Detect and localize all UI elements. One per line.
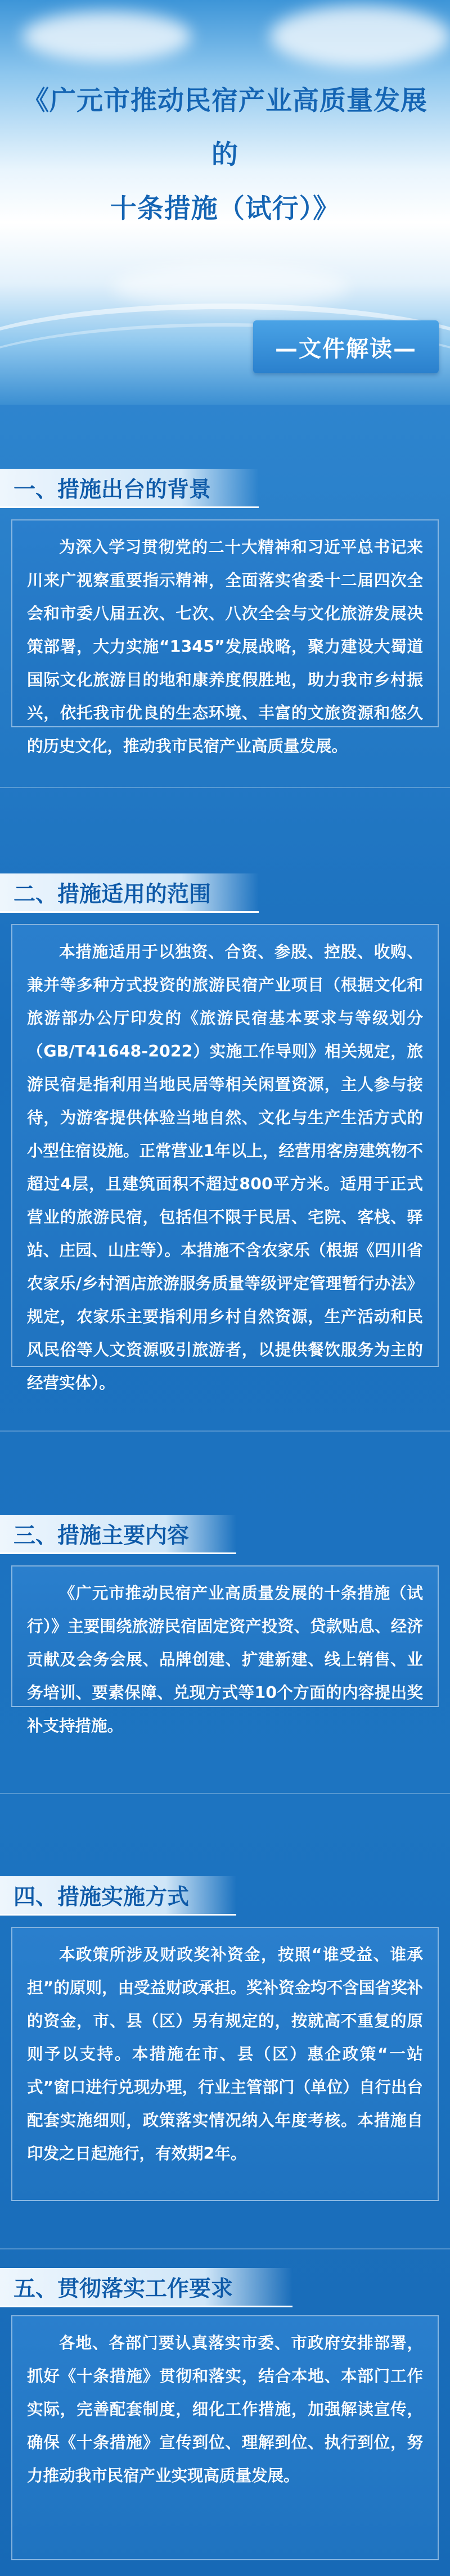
page-title	[11, 74, 439, 236]
section-body-box	[11, 1565, 439, 1735]
divider	[0, 1793, 450, 1794]
section-body-text: 本政策所涉及财政奖补资金，按照“谁受益、谁承担”的原则，由受益财政承担。奖补资金均不含国省奖补的资金，市、县（区）另有规定的，按就高不重复的原则予以支持。本措施在市、县（区）惠企政策“一站式”窗口进行兑现办理，行业主管部门（单位）自行出台配套实施细则，政策落实情况纳入年度考核。本措施自印发之日起施行，有效期2年。	[27, 1945, 423, 2163]
section-heading-bar	[0, 1515, 236, 1554]
section-heading: 四、措施实施方式	[14, 1884, 190, 1910]
section-body-box	[11, 2315, 439, 2560]
cloud-decoration	[112, 264, 349, 309]
page-title-line2: 十条措施（试行）》	[110, 193, 340, 224]
page-title-line1: 《广元市推动民宿产业高质量发展的	[22, 85, 428, 170]
section-heading-bar	[0, 1876, 236, 1916]
document-interpretation-badge: —文件解读—	[253, 320, 439, 373]
section-heading: 二、措施适用的范围	[14, 881, 212, 907]
section-heading-bar	[0, 469, 259, 508]
section-body-box	[11, 1927, 439, 2201]
header-banner	[0, 0, 450, 405]
section-heading: 三、措施主要内容	[14, 1523, 190, 1549]
divider	[0, 787, 450, 788]
section-heading: 五、贯彻落实工作要求	[14, 2276, 233, 2302]
section-heading-bar	[0, 873, 259, 913]
section-heading-bar	[0, 2268, 292, 2307]
cloud-decoration	[270, 6, 450, 67]
divider	[0, 2248, 450, 2249]
section-body-text: 《广元市推动民宿产业高质量发展的十条措施（试行）》主要围绕旅游民宿固定资产投资、贷款贴息、经济贡献及会务会展、品牌创建、扩建新建、线上销售、业务培训、要素保障、兑现方式等10个方面的内容提出奖补支持措施。	[27, 1584, 423, 1735]
section-body-text: 各地、各部门要认真落实市委、市政府安排部署，抓好《十条措施》贯彻和落实，结合本地、本部门工作实际，完善配套制度，细化工作措施，加强解读宣传，确保《十条措施》宣传到位、理解到位、执行到位，努力推动我市民宿产业实现高质量发展。	[27, 2334, 423, 2485]
section-body-box	[11, 924, 439, 1392]
cloud-decoration	[22, 11, 191, 62]
section-body-text: 本措施适用于以独资、合资、参股、控股、收购、兼并等多种方式投资的旅游民宿产业项目（根据文化和旅游部办公厅印发的《旅游民宿基本要求与等级划分（GB/T41648-2022）实施工作导则》相关规定，旅游民宿是指利用当地民居等相关闲置资源，主人参与接待，为游客提供体验当地自然、文化与生产生活方式的小型住宿设施。正常营业1年以上，经营用客房建筑物不超过4层，且建筑面积不超过800平方米。适用于正式营业的旅游民宿，包括但不限于民居、宅院、客栈、驿站、庄园、山庄等）。本措施不含农家乐（根据《四川省农家乐/乡村酒店旅游服务质量等级评定管理暂行办法》规定，农家乐主要指利用乡村自然资源，生产活动和民风民俗等人文资源吸引旅游者，以提供餐饮服务为主的经营实体）。	[27, 943, 423, 1392]
section-body-box	[11, 519, 439, 755]
divider	[0, 1430, 450, 1432]
section-body-text: 为深入学习贯彻党的二十大精神和习近平总书记来川来广视察重要指示精神，全面落实省委十二届四次全会和市委八届五次、七次、八次全会与文化旅游发展决策部署，大力实施“1345”发展战略，聚力建设大蜀道国际文化旅游目的地和康养度假胜地，助力我市乡村振兴，依托我市优良的生态环境、丰富的文旅资源和悠久的历史文化，推动我市民宿产业高质量发展。	[27, 538, 423, 755]
section-heading: 一、措施出台的背景	[14, 477, 212, 502]
